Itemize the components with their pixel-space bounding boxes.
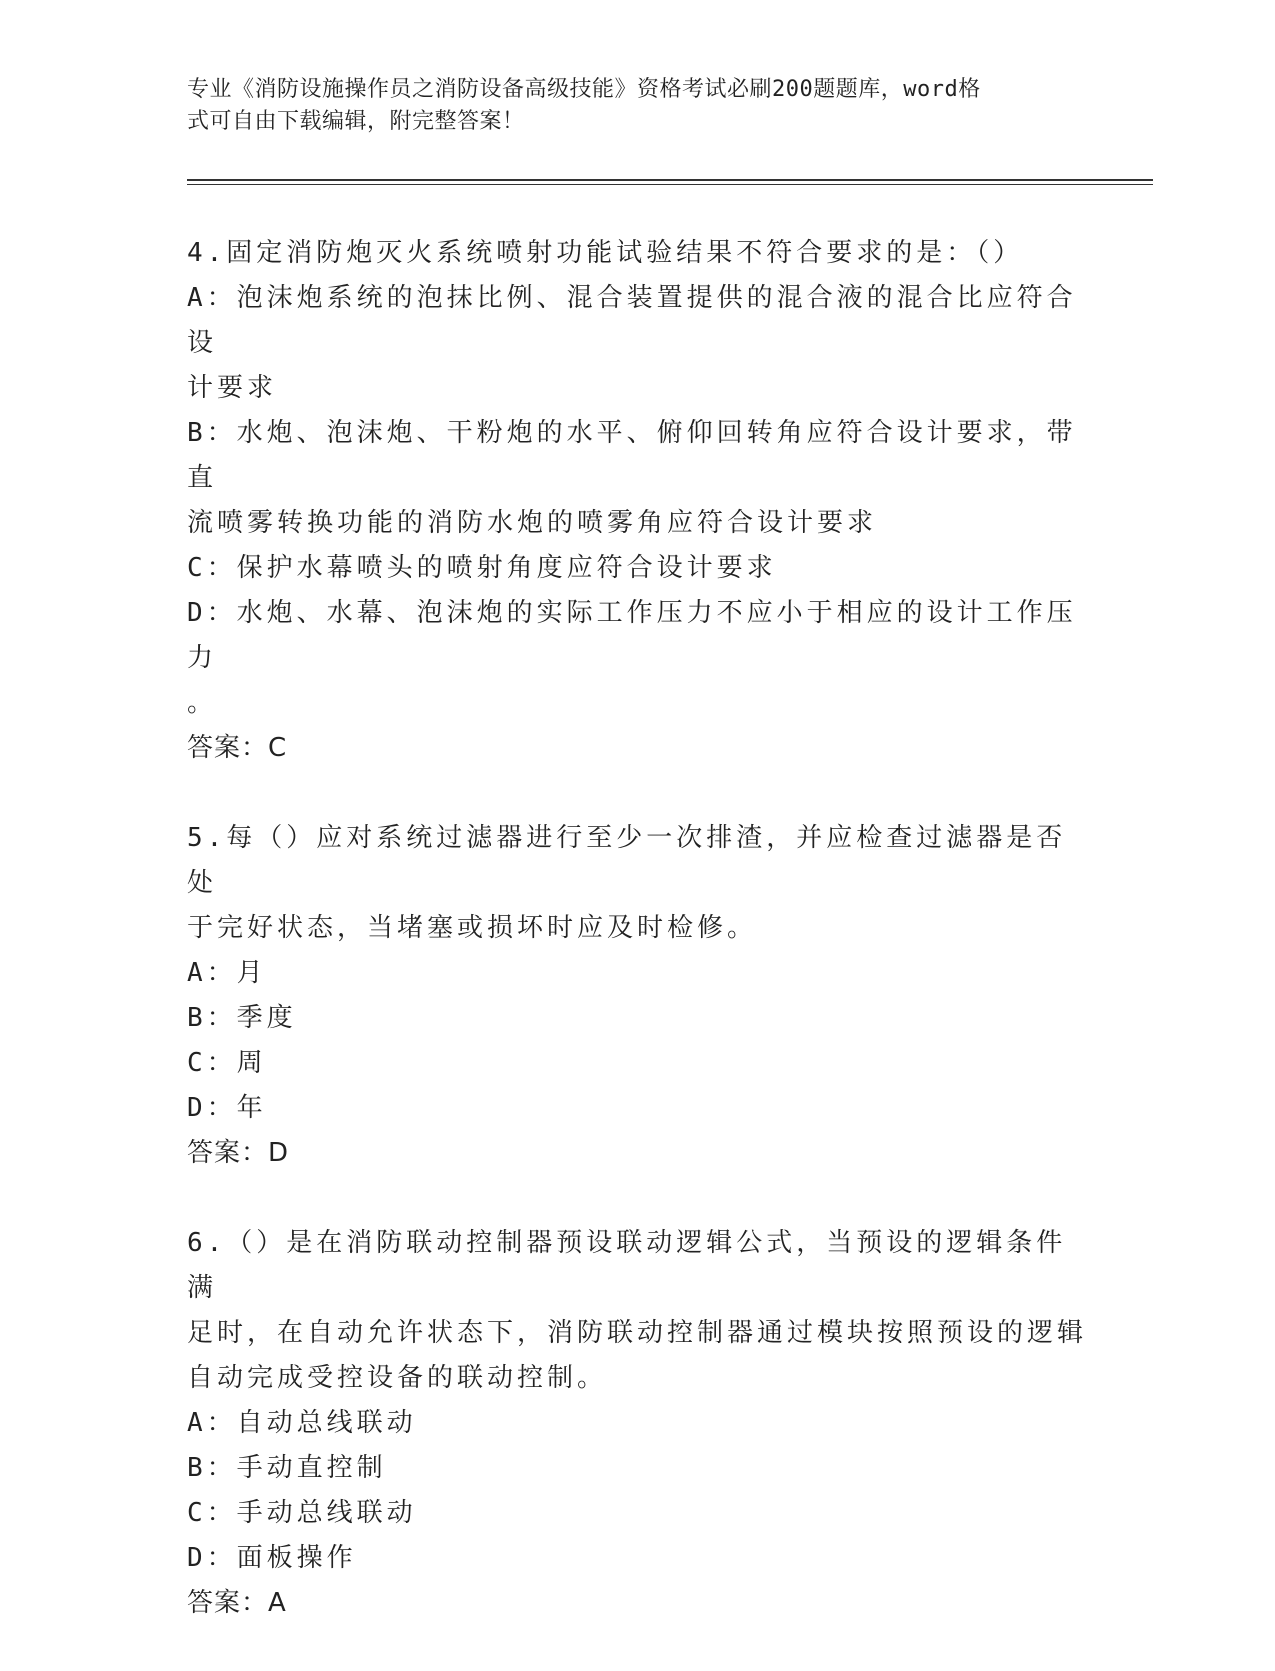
option-a: A：月 [187,958,267,988]
question-4 [187,231,1087,771]
option-d: D：年 [187,1093,267,1123]
option-a: A：自动总线联动 [187,1408,417,1438]
question-stem-continued: 自动完成受控设备的联动控制。 [187,1363,608,1393]
option-b: B：水炮、泡沫炮、干粉炮的水平、俯仰回转角应符合设计要求，带直 [187,418,1077,493]
option-b: B：手动直控制 [187,1453,387,1483]
question-list [187,231,1087,1671]
answer: 答案：C [187,733,288,763]
header-line-2: 式可自由下载编辑，附完整答案！ [187,109,525,134]
document-header [187,74,1067,138]
question-6 [187,1221,1087,1626]
question-stem: 6.（）是在消防联动控制器预设联动逻辑公式，当预设的逻辑条件满 [187,1228,1067,1303]
option-d: D：面板操作 [187,1543,357,1573]
option-c: C：周 [187,1048,267,1078]
header-line-1: 专业《消防设施操作员之消防设备高级技能》资格考试必刷200题题库，word格 [187,77,981,102]
option-d-continued: 。 [187,688,218,718]
option-a-continued: 计要求 [187,373,278,403]
option-c: C：保护水幕喷头的喷射角度应符合设计要求 [187,553,777,583]
option-a: A：泡沫炮系统的泡抹比例、混合装置提供的混合液的混合比应符合设 [187,283,1077,358]
header-divider-top [187,179,1153,181]
option-d: D：水炮、水幕、泡沫炮的实际工作压力不应小于相应的设计工作压力 [187,598,1077,673]
option-b: B：季度 [187,1003,297,1033]
question-stem: 5.每（）应对系统过滤器进行至少一次排渣，并应检查过滤器是否处 [187,823,1067,898]
question-stem-continued: 足时，在自动允许状态下，消防联动控制器通过模块按照预设的逻辑 [187,1318,1088,1348]
option-b-continued: 流喷雾转换功能的消防水炮的喷雾角应符合设计要求 [187,508,878,538]
question-stem-continued: 于完好状态，当堵塞或损坏时应及时检修。 [187,913,758,943]
option-c: C：手动总线联动 [187,1498,417,1528]
answer: 答案：A [187,1588,287,1618]
answer: 答案：D [187,1138,290,1168]
question-5 [187,816,1087,1176]
header-divider-bottom [187,184,1153,185]
question-stem: 4.固定消防炮灭火系统喷射功能试验结果不符合要求的是：（） [187,238,1024,268]
